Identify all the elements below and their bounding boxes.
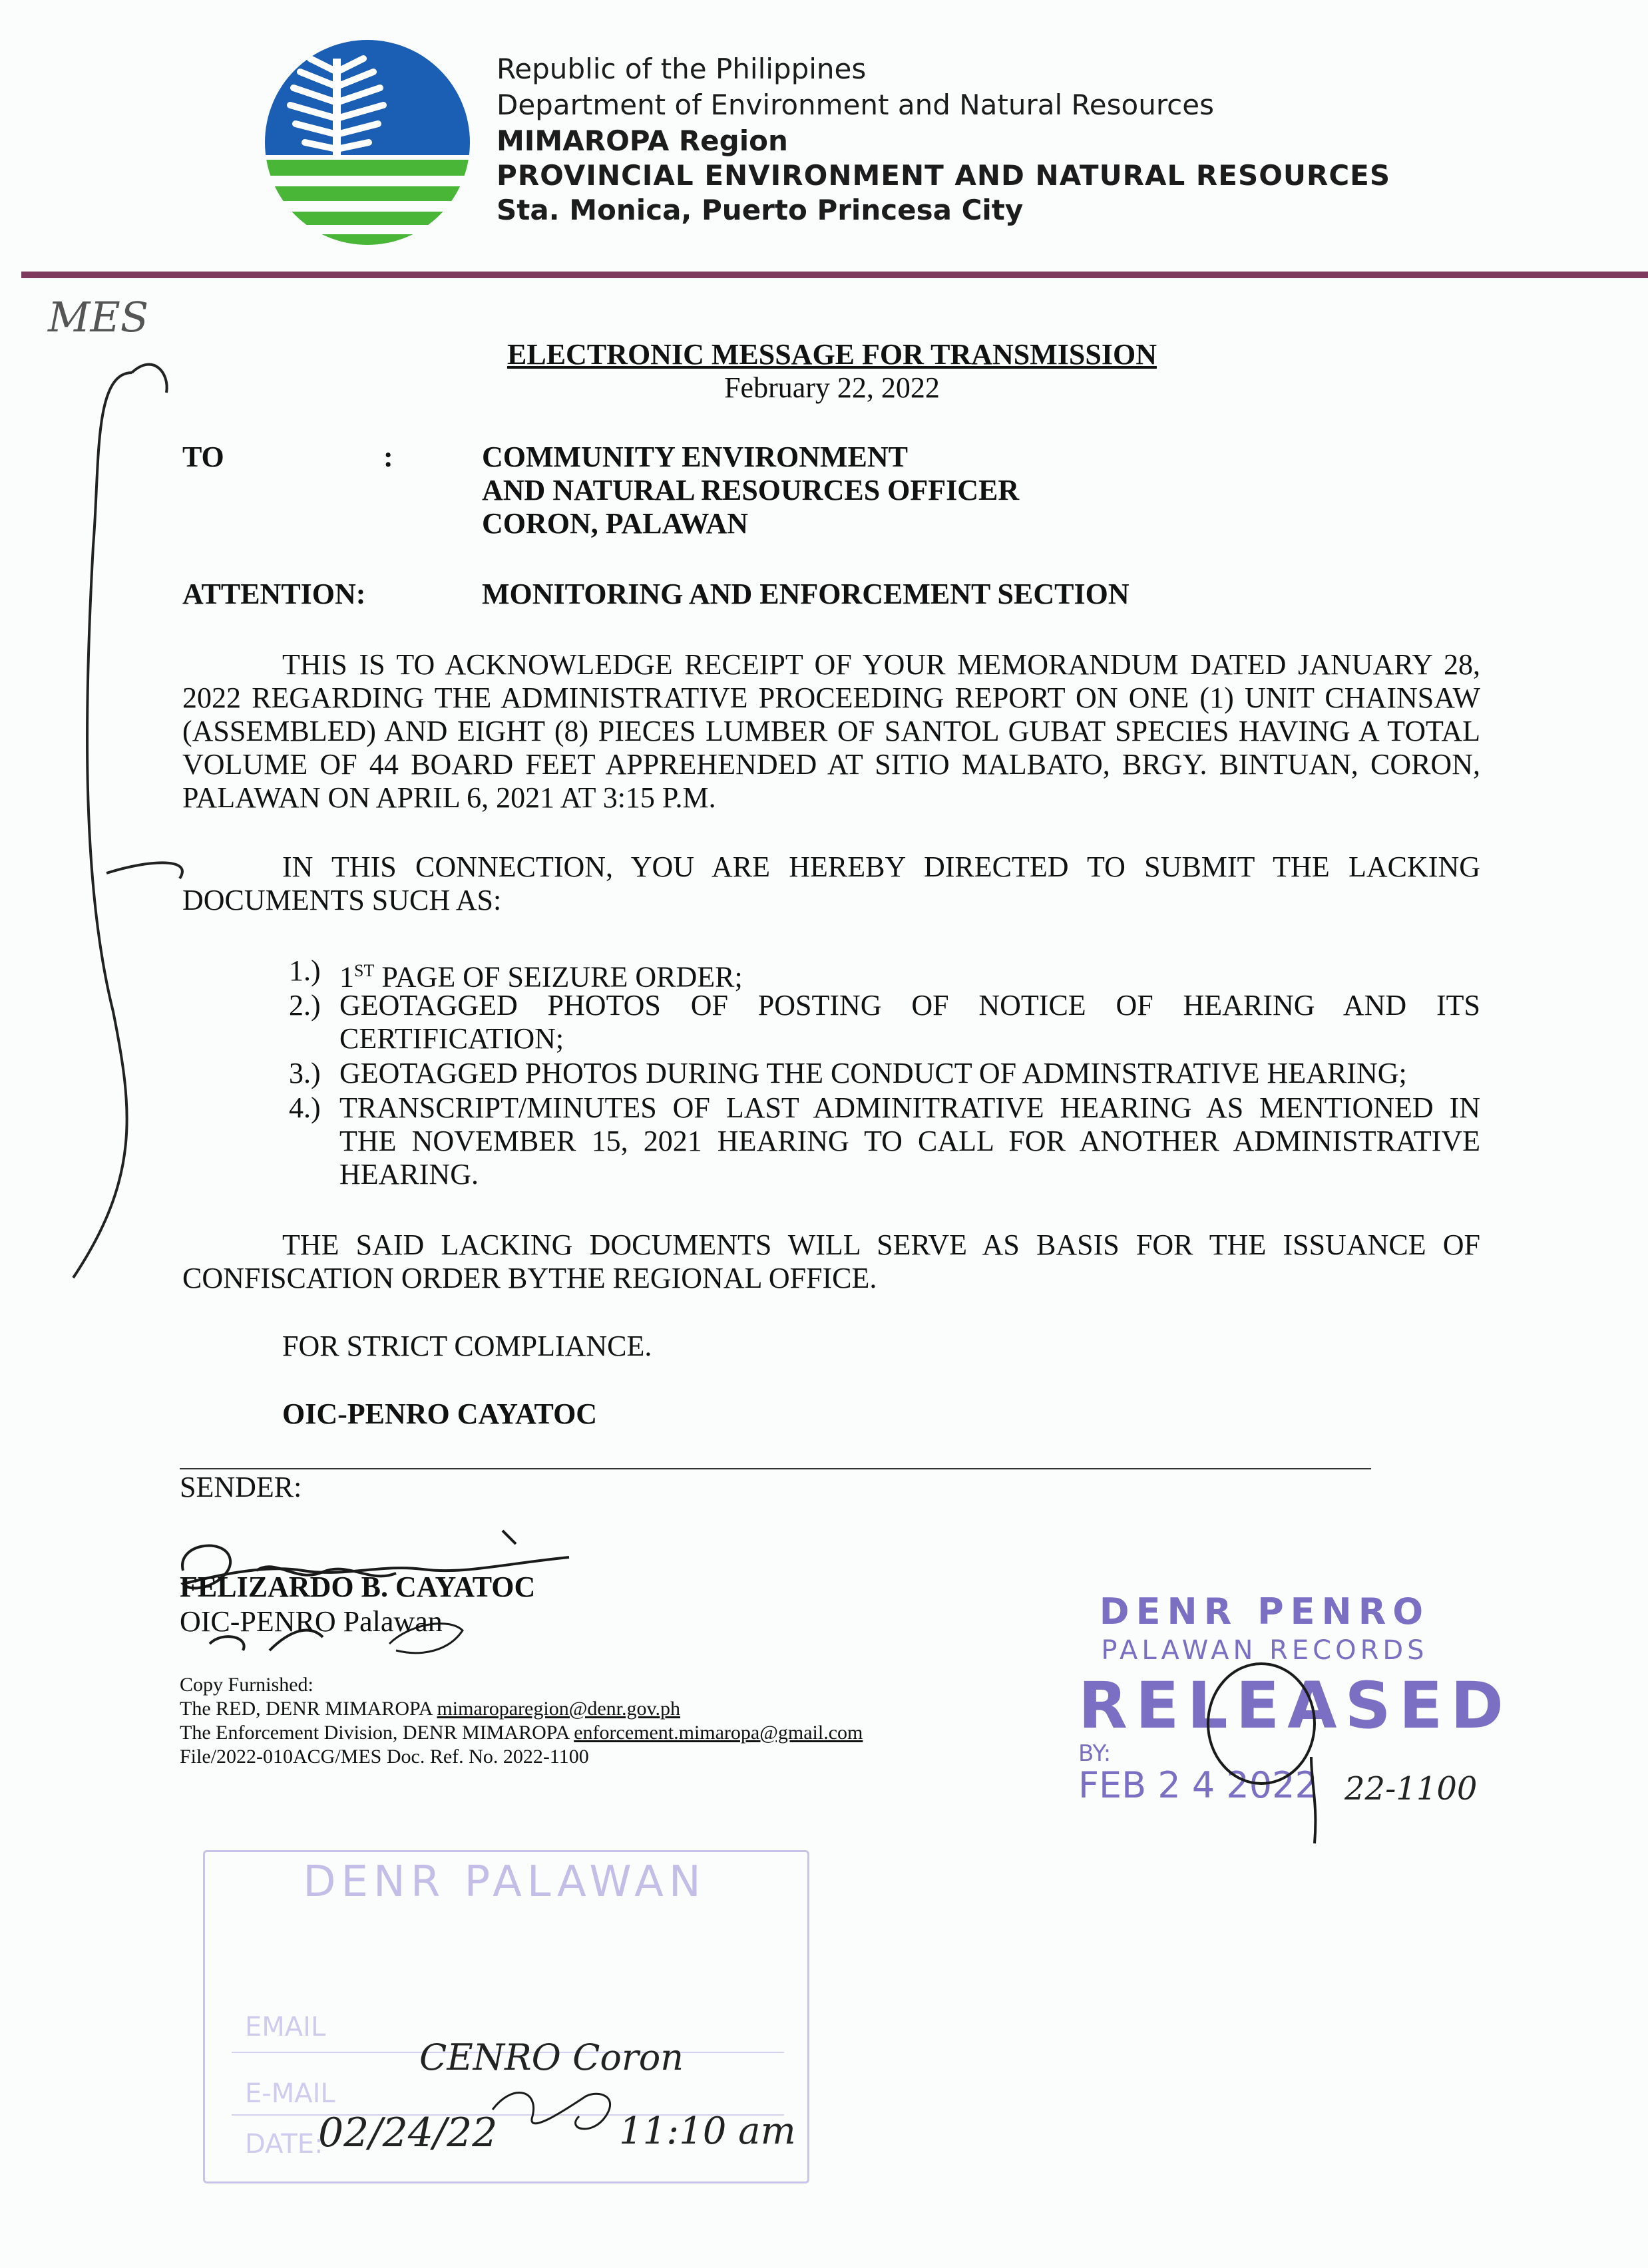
received-stamp-date-label: DATE: <box>245 2129 323 2160</box>
closing-line: OIC-PENRO CAYATOC <box>282 1398 598 1430</box>
sender-divider <box>180 1468 1371 1469</box>
copy-furnished-line-2: The Enforcement Division, DENR MIMAROPA enforcement.mimaropa@gmail.com <box>180 1722 863 1744</box>
released-stamp-label: RELEASED <box>1078 1668 1512 1743</box>
received-handwritten-date: 02/24/22 <box>318 2110 498 2156</box>
list-item-4-number: 4.) <box>289 1091 321 1124</box>
received-stamp-email-2: E-MAIL <box>245 2078 335 2109</box>
paragraph-acknowledge: THIS IS TO ACKNOWLEDGE RECEIPT OF YOUR MEMORANDUM DATED JANUARY 28, 2022 REGARDING THE ADMINISTRATIVE PROCEEDING REPORT ON ONE (1) UNIT CHAINSAW (ASSEMBLED) AND EIGHT (8) PIECES LUMBER OF SANTOL GUBAT SPECIES HAVING A TOTAL VOLUME OF 44 BOARD FEET APPREHENDED AT SITIO MALBATO, BRGY. BINTUAN, CORON, PALAWAN ON APRIL 6, 2021 AT 3:15 P.M. <box>182 648 1480 814</box>
released-stamp-date: FEB 2 4 2022 <box>1078 1764 1318 1806</box>
list-item-2-number: 2.) <box>289 989 321 1022</box>
list-item-4: TRANSCRIPT/MINUTES OF LAST ADMINITRATIVE HEARING AS MENTIONED IN THE NOVEMBER 15, 2021 HEARING TO CALL FOR ANOTHER ADMINISTRATIVE HEARING. <box>339 1091 1480 1191</box>
paragraph-basis: THE SAID LACKING DOCUMENTS WILL SERVE AS BASIS FOR THE ISSUANCE OF CONFISCATION ORDER BYTHE REGIONAL OFFICE. <box>182 1228 1480 1294</box>
email-link-enforcement[interactable]: enforcement.mimaropa@gmail.com <box>574 1722 863 1744</box>
memo-title: ELECTRONIC MESSAGE FOR TRANSMISSION <box>507 338 1157 371</box>
handwritten-initials: MES <box>48 293 149 341</box>
memo-date: February 22, 2022 <box>724 371 940 404</box>
received-stamp-office: DENR PALAWAN <box>303 1857 706 1907</box>
copy-furnished-label: Copy Furnished: <box>180 1674 313 1696</box>
signatory-name: FELIZARDO B. CAYATOC <box>180 1571 536 1603</box>
signatory-title: OIC-PENRO Palawan <box>180 1605 443 1638</box>
attention-value: MONITORING AND ENFORCEMENT SECTION <box>482 578 1130 610</box>
list-item-1: 1ST PAGE OF SEIZURE ORDER; <box>339 960 743 994</box>
compliance-line: FOR STRICT COMPLIANCE. <box>282 1330 652 1362</box>
to-label: TO <box>182 441 224 473</box>
list-item-3-number: 3.) <box>289 1057 321 1089</box>
to-colon: : <box>383 441 393 473</box>
header-region: MIMAROPA Region <box>497 124 788 157</box>
released-stamp-office: DENR PENRO <box>1099 1591 1430 1632</box>
margin-bracket-mark <box>53 346 206 1291</box>
received-handwritten-time: 11:10 am <box>619 2110 796 2153</box>
list-item-1-number: 1.) <box>289 954 321 987</box>
memo-title-block <box>493 338 1171 405</box>
sender-label: SENDER: <box>180 1471 302 1503</box>
to-line-3: CORON, PALAWAN <box>482 507 749 540</box>
list-item-3: GEOTAGGED PHOTOS DURING THE CONDUCT OF ADMINSTRATIVE HEARING; <box>339 1057 1407 1089</box>
denr-tree-logo-icon <box>264 39 471 246</box>
released-stamp-by: BY: <box>1078 1740 1112 1767</box>
released-stamp-records: PALAWAN RECORDS <box>1101 1635 1428 1666</box>
header-republic: Republic of the Philippines <box>497 53 867 85</box>
copy-furnished-block <box>180 1673 863 1769</box>
to-line-1: COMMUNITY ENVIRONMENT <box>482 441 909 473</box>
copy-furnished-line-3: File/2022-010ACG/MES Doc. Ref. No. 2022-1100 <box>180 1746 589 1768</box>
header-department: Department of Environment and Natural Resources <box>497 89 1214 121</box>
released-initial-mark <box>1198 1650 1344 1850</box>
to-line-2: AND NATURAL RESOURCES OFFICER <box>482 474 1020 506</box>
email-link-red[interactable]: mimaroparegion@denr.gov.ph <box>437 1698 681 1720</box>
header-divider <box>21 272 1648 278</box>
attention-label: ATTENTION: <box>182 578 366 610</box>
paragraph-directive: IN THIS CONNECTION, YOU ARE HEREBY DIRECTED TO SUBMIT THE LACKING DOCUMENTS SUCH AS: <box>182 850 1480 916</box>
received-stamp-email: EMAIL <box>245 2012 326 2042</box>
header-office: PROVINCIAL ENVIRONMENT AND NATURAL RESOURCES <box>497 159 1391 192</box>
received-signature-mark <box>486 2070 632 2143</box>
released-ref-handwritten: 22-1100 <box>1344 1770 1478 1807</box>
copy-furnished-line-1: The RED, DENR MIMAROPA mimaroparegion@denr.gov.ph <box>180 1698 681 1720</box>
received-handwritten-office: CENRO Coron <box>419 2036 684 2078</box>
list-item-2: GEOTAGGED PHOTOS OF POSTING OF NOTICE OF HEARING AND ITS CERTIFICATION; <box>339 989 1480 1055</box>
header-address: Sta. Monica, Puerto Princesa City <box>497 194 1024 226</box>
